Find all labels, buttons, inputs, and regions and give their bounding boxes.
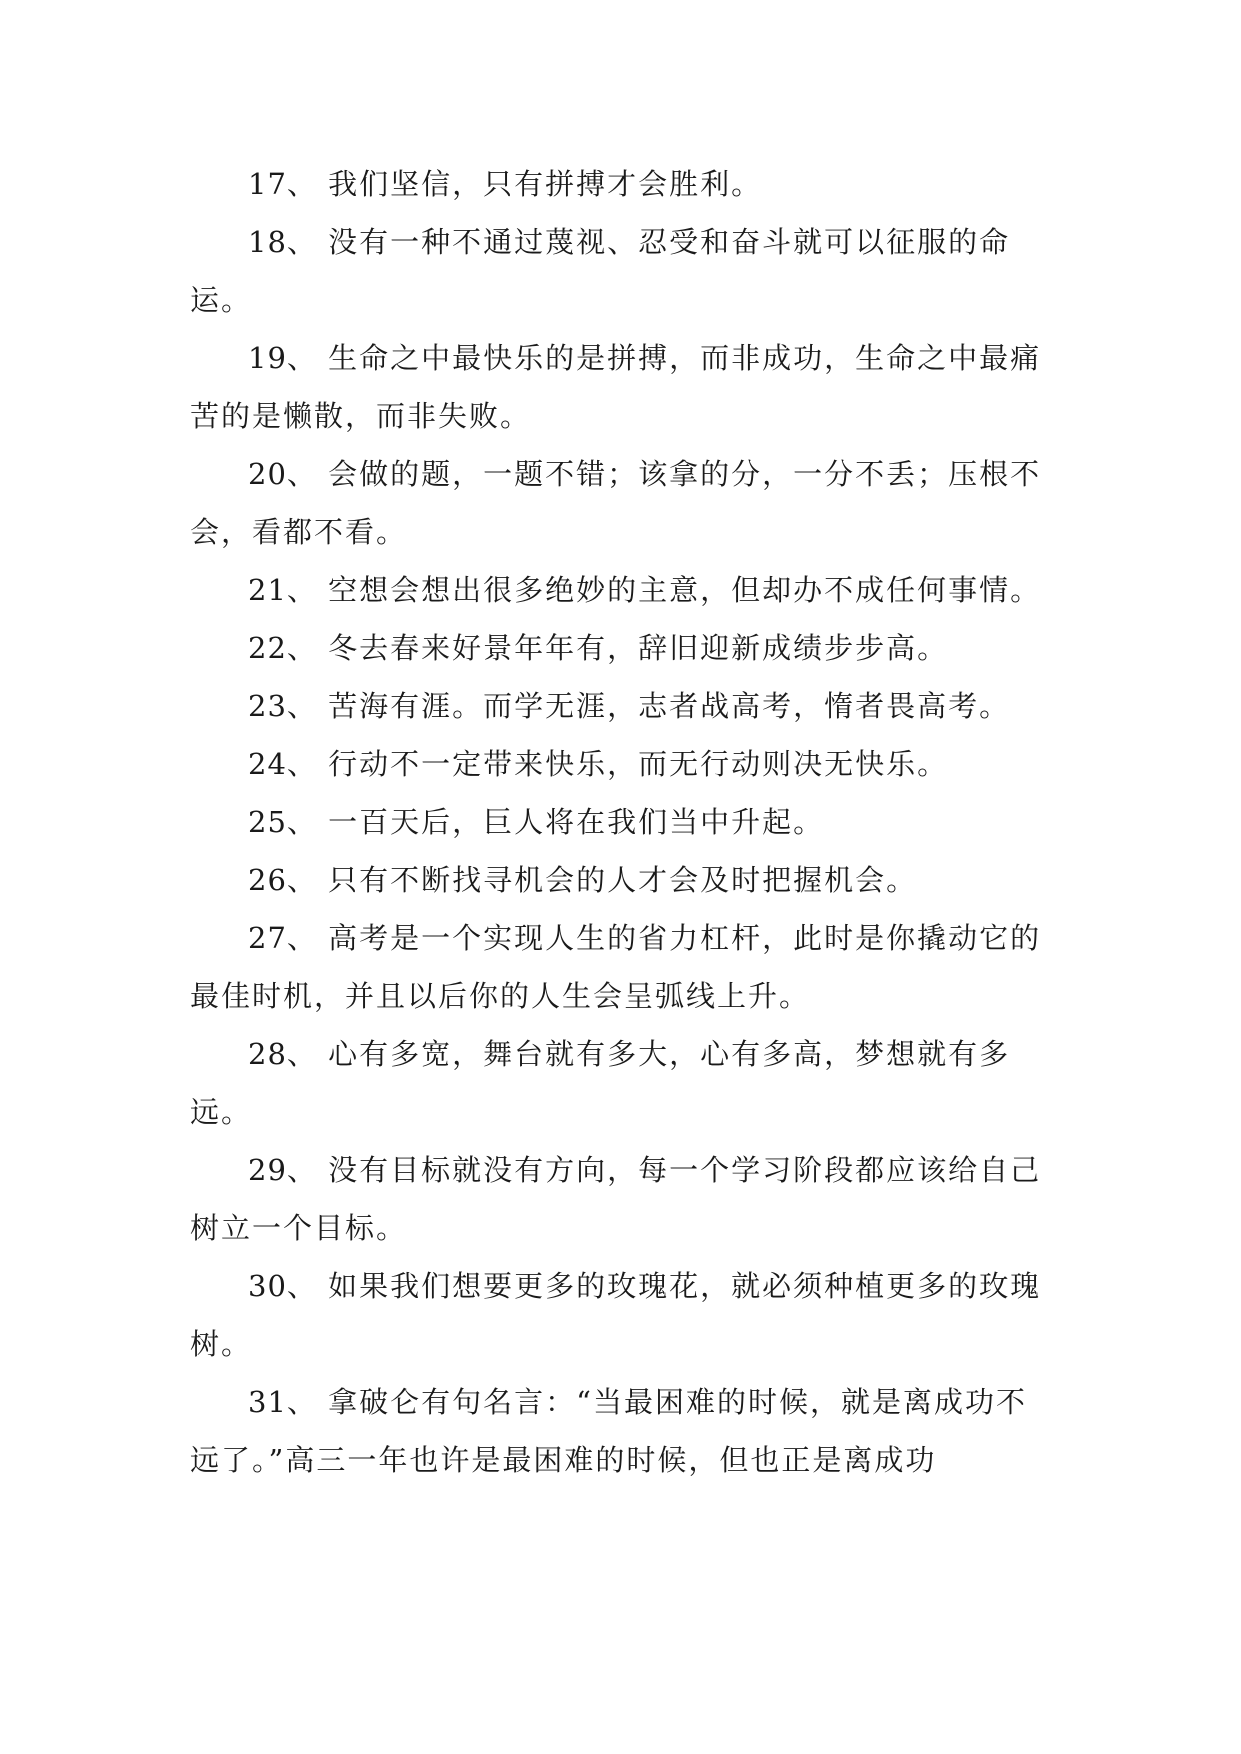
item-number: 20、 — [248, 457, 317, 491]
item-text: 行动不一定带来快乐，而无行动则决无快乐。 — [328, 747, 949, 781]
item-text: 苦海有涯。而学无涯，志者战高考，惰者畏高考。 — [328, 689, 1011, 723]
item-text: 生命之中最快乐的是拼搏，而非成功，生命之中最痛苦的是懒散，而非失败。 — [190, 341, 1042, 433]
list-item — [190, 213, 1050, 329]
list-item — [190, 155, 1050, 213]
item-number: 22、 — [248, 631, 317, 665]
list-item — [190, 1257, 1050, 1373]
item-number: 30、 — [248, 1269, 317, 1303]
item-text: 心有多宽，舞台就有多大，心有多高，梦想就有多远。 — [190, 1037, 1011, 1129]
item-text: 没有一种不通过蔑视、忍受和奋斗就可以征服的命运。 — [190, 225, 1011, 317]
list-item — [190, 1373, 1050, 1489]
list-item — [190, 445, 1050, 561]
item-number: 31、 — [248, 1385, 317, 1419]
item-text: 只有不断找寻机会的人才会及时把握机会。 — [328, 863, 918, 897]
item-number: 26、 — [248, 863, 317, 897]
list-item — [190, 561, 1050, 619]
item-text: 一百天后，巨人将在我们当中升起。 — [328, 805, 825, 839]
document-page — [190, 155, 1050, 1489]
item-number: 21、 — [248, 573, 317, 607]
item-number: 23、 — [248, 689, 317, 723]
item-text: 没有目标就没有方向，每一个学习阶段都应该给自己树立一个目标。 — [190, 1153, 1042, 1245]
item-text: 我们坚信，只有拼搏才会胜利。 — [328, 167, 763, 201]
item-number: 29、 — [248, 1153, 317, 1187]
item-number: 17、 — [248, 167, 317, 201]
list-item — [190, 329, 1050, 445]
item-number: 27、 — [248, 921, 317, 955]
item-number: 24、 — [248, 747, 317, 781]
item-text: 冬去春来好景年年有，辞旧迎新成绩步步高。 — [328, 631, 949, 665]
item-text: 会做的题，一题不错；该拿的分，一分不丢；压根不会，看都不看。 — [190, 457, 1042, 549]
list-item — [190, 851, 1050, 909]
item-number: 25、 — [248, 805, 317, 839]
list-item — [190, 1141, 1050, 1257]
item-text: 空想会想出很多绝妙的主意，但却办不成任何事情。 — [328, 573, 1042, 607]
item-number: 28、 — [248, 1037, 317, 1071]
list-item — [190, 677, 1050, 735]
list-item — [190, 1025, 1050, 1141]
item-number: 19、 — [248, 341, 317, 375]
item-text: 拿破仑有句名言：“当最困难的时候，就是离成功不远了。”高三一年也许是最困难的时候，但也正是离成功 — [190, 1385, 1027, 1477]
item-number: 18、 — [248, 225, 317, 259]
item-text: 如果我们想要更多的玫瑰花，就必须种植更多的玫瑰树。 — [190, 1269, 1042, 1361]
list-item — [190, 909, 1050, 1025]
list-item — [190, 619, 1050, 677]
item-text: 高考是一个实现人生的省力杠杆，此时是你撬动它的最佳时机，并且以后你的人生会呈弧线上升。 — [190, 921, 1042, 1013]
list-item — [190, 735, 1050, 793]
list-item — [190, 793, 1050, 851]
